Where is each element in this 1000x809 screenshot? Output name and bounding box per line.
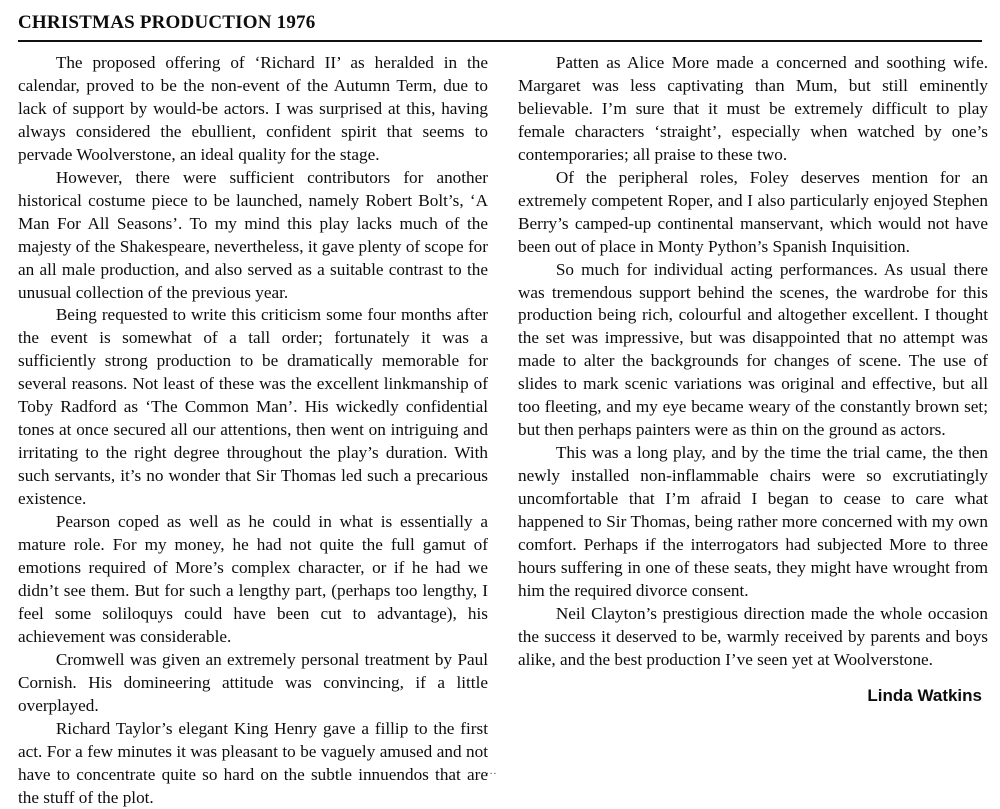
- paragraph: Neil Clayton’s prestigious direction made the whole occasion the success it deserved to be, warmly received by parents and boys alike, and the best production I’ve seen yet at Woolverstone.: [518, 603, 988, 669]
- article-columns: [18, 52, 988, 809]
- paragraph: This was a long play, and by the time the trial came, the then newly installed non-inflammable chairs were so excrutiatingly uncomfortable that I’m afraid I began to cease to care what happened to Sir Thomas, being rather more concerned with my own comfort. Perhaps if the interrogators had subjected More to three hours suffering in one of these seats, they might have wrought from him the required divorce consent.: [518, 443, 988, 600]
- paragraph: So much for individual acting performances. As usual there was tremendous support behind the scenes, the wardrobe for this production being rich, colourful and altogether excellent. I thought the set was impressive, but was disappointed that no attempt was made to alter the backgrounds for changes of scene. The use of slides to mark scenic variations was original and effective, but all too fleeting, and my eye became weary of the constantly brown set; but then perhaps painters were as thin on the ground as actors.: [518, 259, 988, 440]
- right-column: [518, 52, 988, 706]
- page-marker: ...: [486, 765, 498, 777]
- paragraph: Richard Taylor’s elegant King Henry gave a fillip to the first act. For a few minutes it was pleasant to be vaguely amused and not have to concentrate quite so hard on the subtle innuendos that are the stuff of the plot.: [18, 718, 488, 807]
- paragraph: Cromwell was given an extremely personal treatment by Paul Cornish. His domineering attitude was convincing, if a little overplayed.: [18, 649, 488, 715]
- byline: Linda Watkins: [867, 685, 982, 705]
- paragraph: Of the peripheral roles, Foley deserves mention for an extremely competent Roper, and I also particularly enjoyed Stephen Berry’s camped-up continental manservant, which would not have been out of place in Monty Python’s Spanish Inquisition.: [518, 167, 988, 256]
- left-column: [18, 52, 488, 809]
- paragraph: Pearson coped as well as he could in what is essentially a mature role. For my money, he had not quite the full gamut of emotions required of More’s complex character, or if he had we didn’t see them. But for such a lengthy part, (perhaps too lengthy, I feel some soliloquys could have been cut to advantage), his achievement was considerable.: [18, 512, 488, 646]
- paragraph: Patten as Alice More made a concerned and soothing wife. Margaret was less captivating than Mum, but still eminently believable. I’m sure that it must be extremely difficult to play female characters ‘straight’, especially when watched by one’s contemporaries; all praise to these two.: [518, 53, 988, 164]
- paragraph: Being requested to write this criticism some four months after the event is somewhat of a tall order; fortunately it was a sufficiently strong production to be dramatically memorable for several reasons. Not least of these was the excellent linkmanship of Toby Radford as ‘The Common Man’. His wickedly confidential tones at once secured all our attentions, then went on intriguing and irritating to the right degree throughout the play’s duration. With such servants, it’s no wonder that Sir Thomas led such a precarious existence.: [18, 305, 488, 509]
- paragraph: However, there were sufficient contributors for another historical costume piece to be launched, namely Robert Bolt’s, ‘A Man For All Seasons’. To my mind this play lacks much of the majesty of the Shakespeare, nevertheless, it gave plenty of scope for an all male production, and also served as a suitable contrast to the unusual collection of the previous year.: [18, 167, 488, 302]
- page-title: CHRISTMAS PRODUCTION 1976: [18, 12, 316, 33]
- title-divider: [18, 40, 982, 42]
- paragraph: The proposed offering of ‘Richard II’ as heralded in the calendar, proved to be the non-event of the Autumn Term, due to lack of support by would-be actors. I was surprised at this, having always considered the ebullient, confident spirit that seems to pervade Woolverstone, an ideal quality for the stage.: [18, 53, 488, 164]
